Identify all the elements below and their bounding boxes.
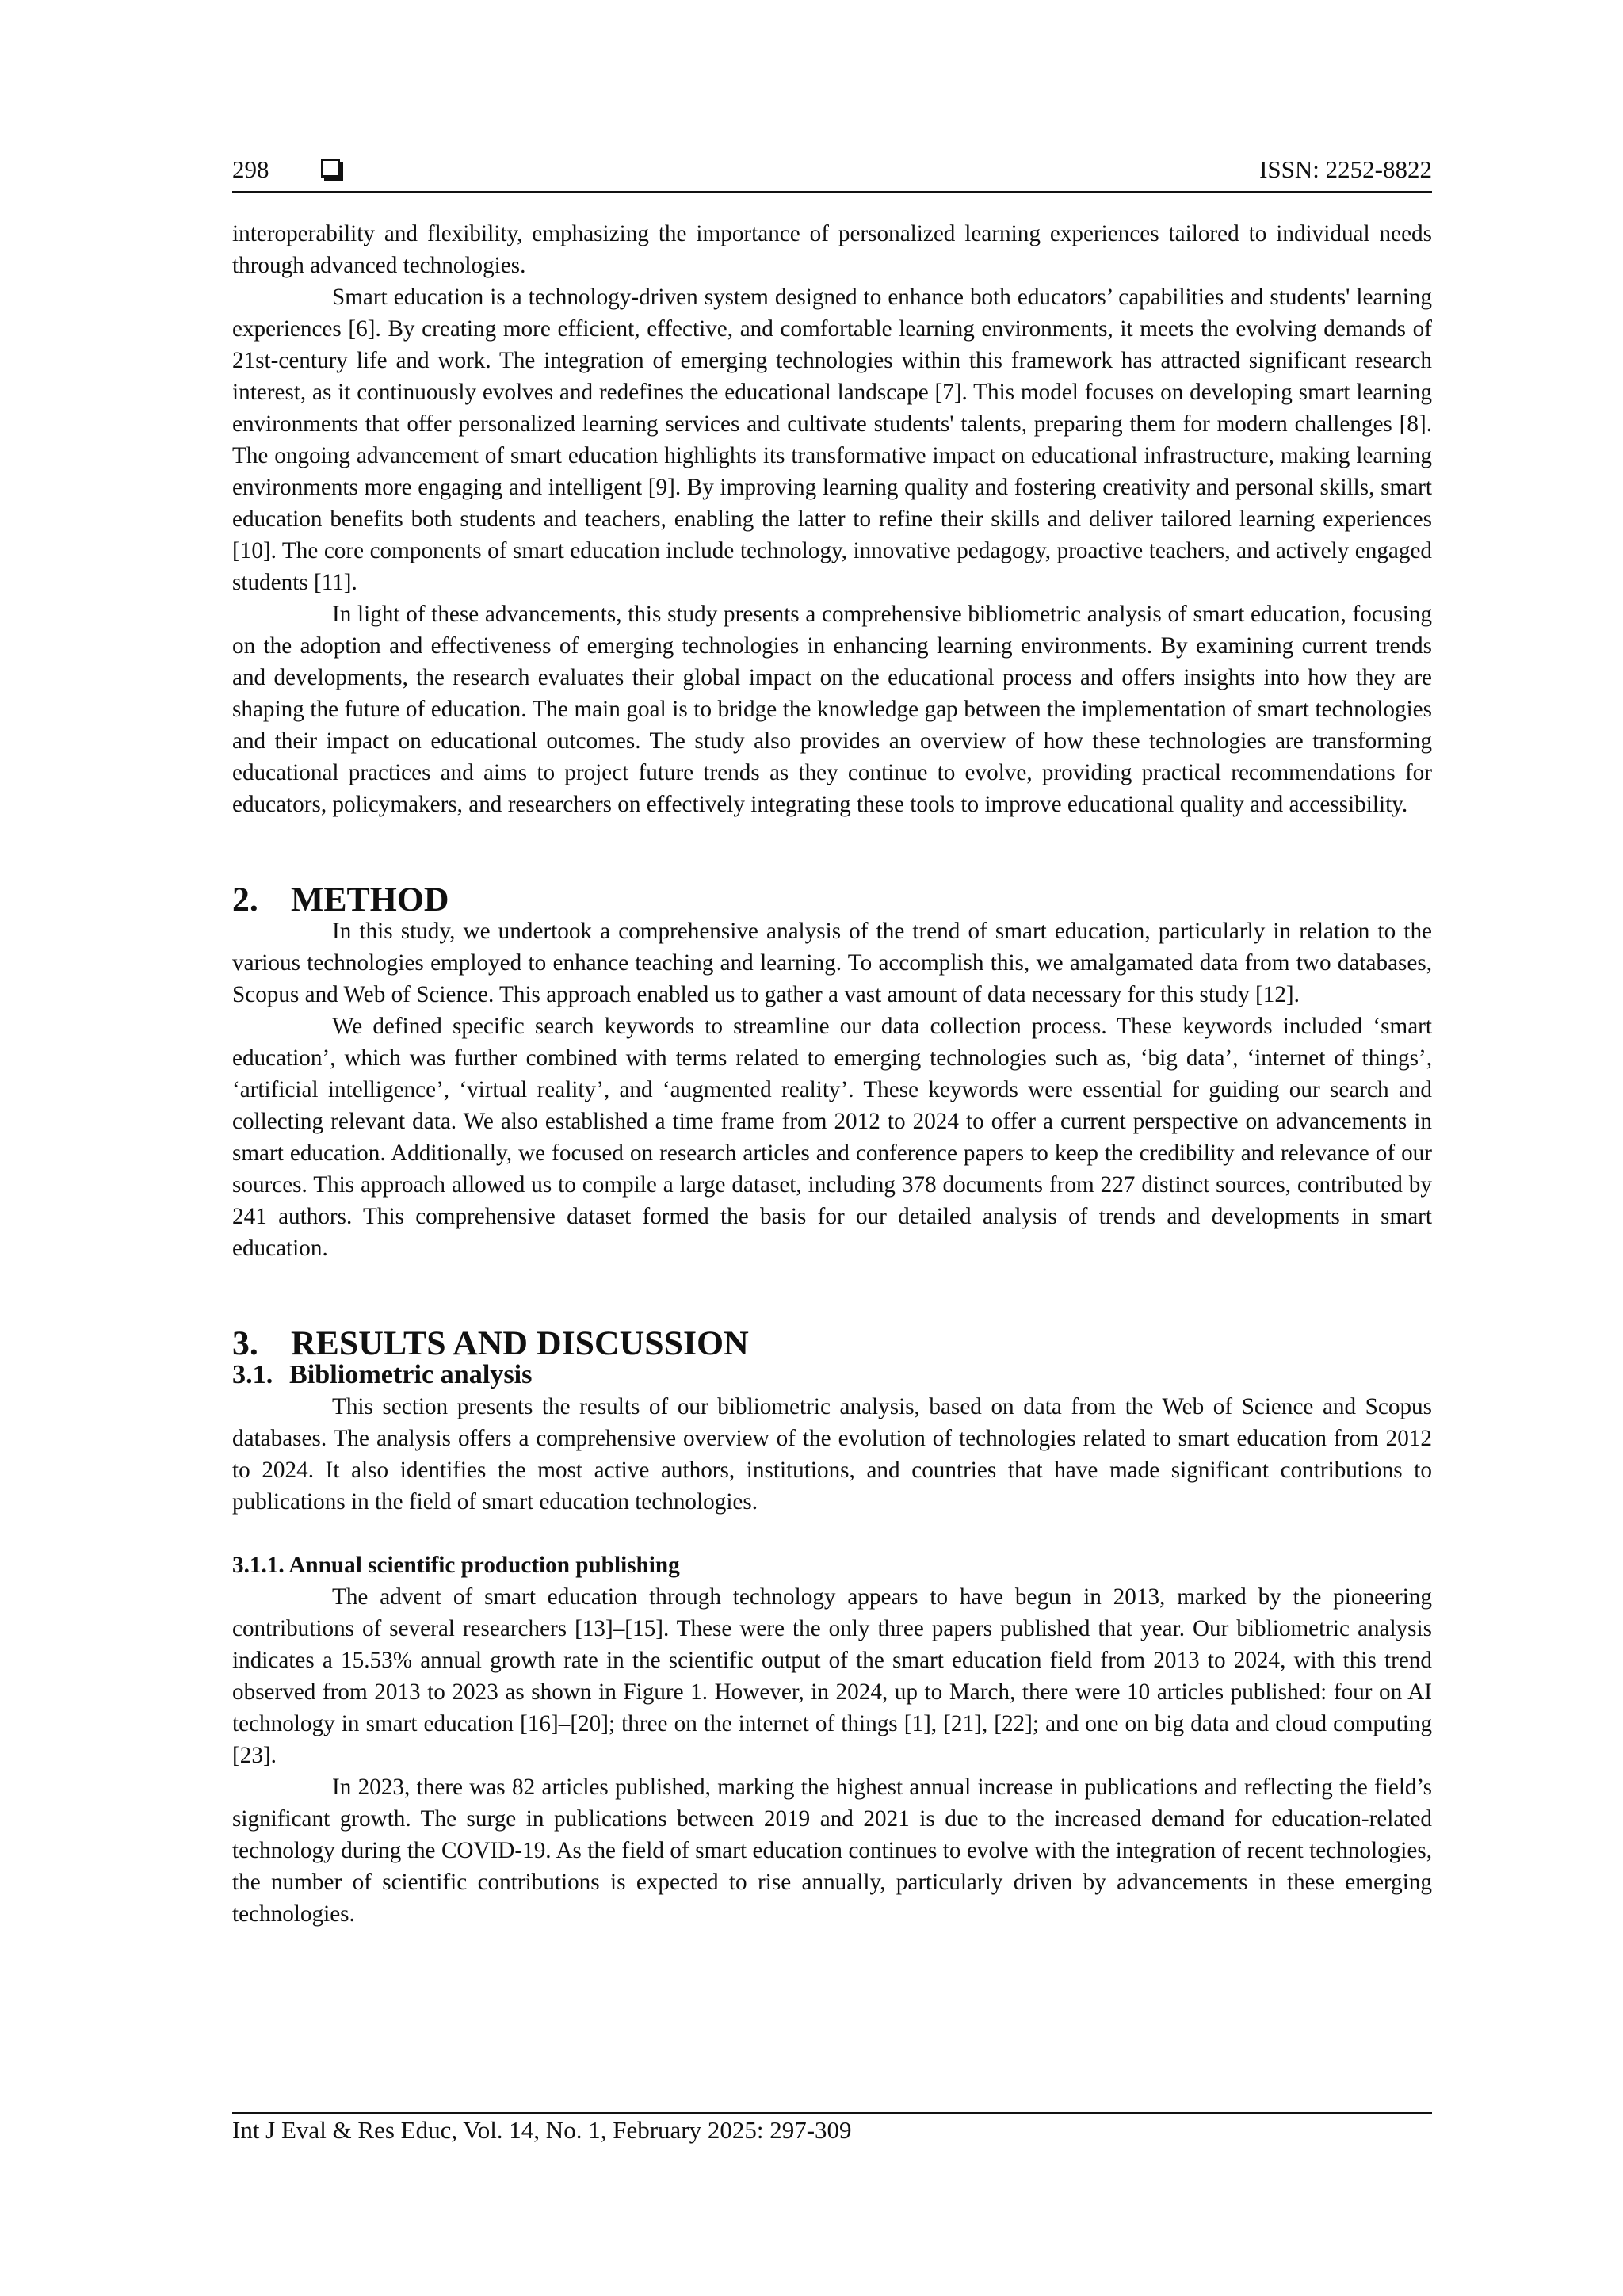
page-header	[232, 155, 1432, 190]
paragraph: In this study, we undertook a comprehensive analysis of the trend of smart education, particularly in relation to the various technologies employed to enhance teaching and learning. To accomplish this, we amalgamated data from two databases, Scopus and Web of Science. This approach enabled us to gather a vast amount of data necessary for this study [12].	[232, 919, 1432, 1007]
square-bullet-icon	[321, 159, 340, 178]
subsection-number: 3.1.	[232, 1360, 273, 1389]
section-spacer	[232, 1518, 1432, 1549]
section-number: 3.	[232, 1324, 258, 1362]
paragraph: In light of these advancements, this study presents a comprehensive bibliometric analysis of smart education, focusing on the adoption and effectiveness of emerging technologies in enhancing learning environments. By examining current trends and developments, the research evaluates their global impact on the educational process and offers insights into how they are shaping the future of education. The main goal is to bridge the knowledge gap between the implementation of smart technologies and their impact on educational outcomes. The study also provides an overview of how these technologies are transforming educational practices and aims to project future trends as they continue to evolve, providing practical recommendations for educators, policymakers, and researchers on effectively integrating these tools to improve educational quality and accessibility.	[232, 602, 1432, 817]
header-divider	[232, 191, 1432, 193]
paragraph: We defined specific search keywords to streamline our data collection process. These keywords included ‘smart education’, which was further combined with terms related to emerging technologies such as, ‘big data’, ‘internet of things’, ‘artificial intelligence’, ‘virtual reality’, and ‘augmented reality’. These keywords were essential for guiding our search and collecting relevant data. We also established a time frame from 2012 to 2024 to offer a current perspective on advancements in smart education. Additionally, we focused on research articles and conference papers to keep the credibility and relevance of our sources. This approach allowed us to compile a large dataset, including 378 documents from 227 distinct sources, contributed by 241 authors. This comprehensive dataset formed the basis for our detailed analysis of trends and developments in smart education.	[232, 1014, 1432, 1261]
section-number: 2.	[232, 881, 258, 919]
section-spacer	[232, 820, 1432, 884]
section-spacer	[232, 1264, 1432, 1328]
section-heading-results	[232, 1324, 1432, 1362]
paragraph-continued: interoperability and flexibility, emphasizing the importance of personalized learning experiences tailored to individual needs through advanced technologies.	[232, 221, 1432, 278]
subsubsection-heading-annual-production: 3.1.1. Annual scientific production publishing	[232, 1553, 680, 1578]
subsection-heading-bibliometric	[232, 1359, 1432, 1391]
section-heading-method	[232, 881, 1432, 919]
article-body	[232, 218, 1432, 1930]
paragraph: Smart education is a technology-driven system designed to enhance both educators’ capabilities and students' learning experiences [6]. By creating more efficient, effective, and comfortable learning environments, it meets the evolving demands of 21st-century life and work. The integration of emerging technologies within this framework has attracted significant research interest, as it continuously evolves and redefines the educational landscape [7]. This model focuses on developing smart learning environments that offer personalized learning services and cultivate students' talents, preparing them for modern challenges [8]. The ongoing advancement of smart education highlights its transformative impact on educational infrastructure, making learning environments more engaging and intelligent [9]. By improving learning quality and fostering creativity and personal skills, smart education benefits both students and teachers, enabling the latter to refine their skills and deliver tailored learning experiences [10]. The core components of smart education include technology, innovative pedagogy, proactive teachers, and actively engaged students [11].	[232, 285, 1432, 595]
paragraph: In 2023, there was 82 articles published, marking the highest annual increase in publications and reflecting the field’s significant growth. The surge in publications between 2019 and 2021 is due to the increased demand for education-related technology during the COVID-19. As the field of smart education continues to evolve with the integration of recent technologies, the number of scientific contributions is expected to rise annually, particularly driven by advancements in these emerging technologies.	[232, 1775, 1432, 1927]
paragraph: This section presents the results of our bibliometric analysis, based on data from the Web of Science and Scopus databases. The analysis offers a comprehensive overview of the evolution of technologies related to smart education from 2012 to 2024. It also identifies the most active authors, institutions, and countries that have made significant contributions to publications in the field of smart education technologies.	[232, 1394, 1432, 1515]
issn-label: ISSN: 2252-8822	[1259, 155, 1432, 183]
subsection-title: Bibliometric analysis	[289, 1360, 533, 1389]
footer-divider	[232, 2112, 1432, 2114]
paragraph: The advent of smart education through technology appears to have begun in 2013, marked by the pioneering contributions of several researchers [13]–[15]. These were the only three papers published that year. Our bibliometric analysis indicates a 15.53% annual growth rate in the scientific output of the smart education field from 2013 to 2024, with this trend observed from 2013 to 2023 as shown in Figure 1. However, in 2024, up to March, there were 10 articles published: four on AI technology in smart education [16]–[20]; three on the internet of things [1], [21], [22]; and one on big data and cloud computing [23].	[232, 1584, 1432, 1768]
section-title: RESULTS AND DISCUSSION	[291, 1324, 749, 1362]
page-number: 298	[232, 155, 269, 183]
footer-citation: Int J Eval & Res Educ, Vol. 14, No. 1, February 2025: 297-309	[232, 2116, 852, 2144]
section-title: METHOD	[291, 881, 449, 919]
